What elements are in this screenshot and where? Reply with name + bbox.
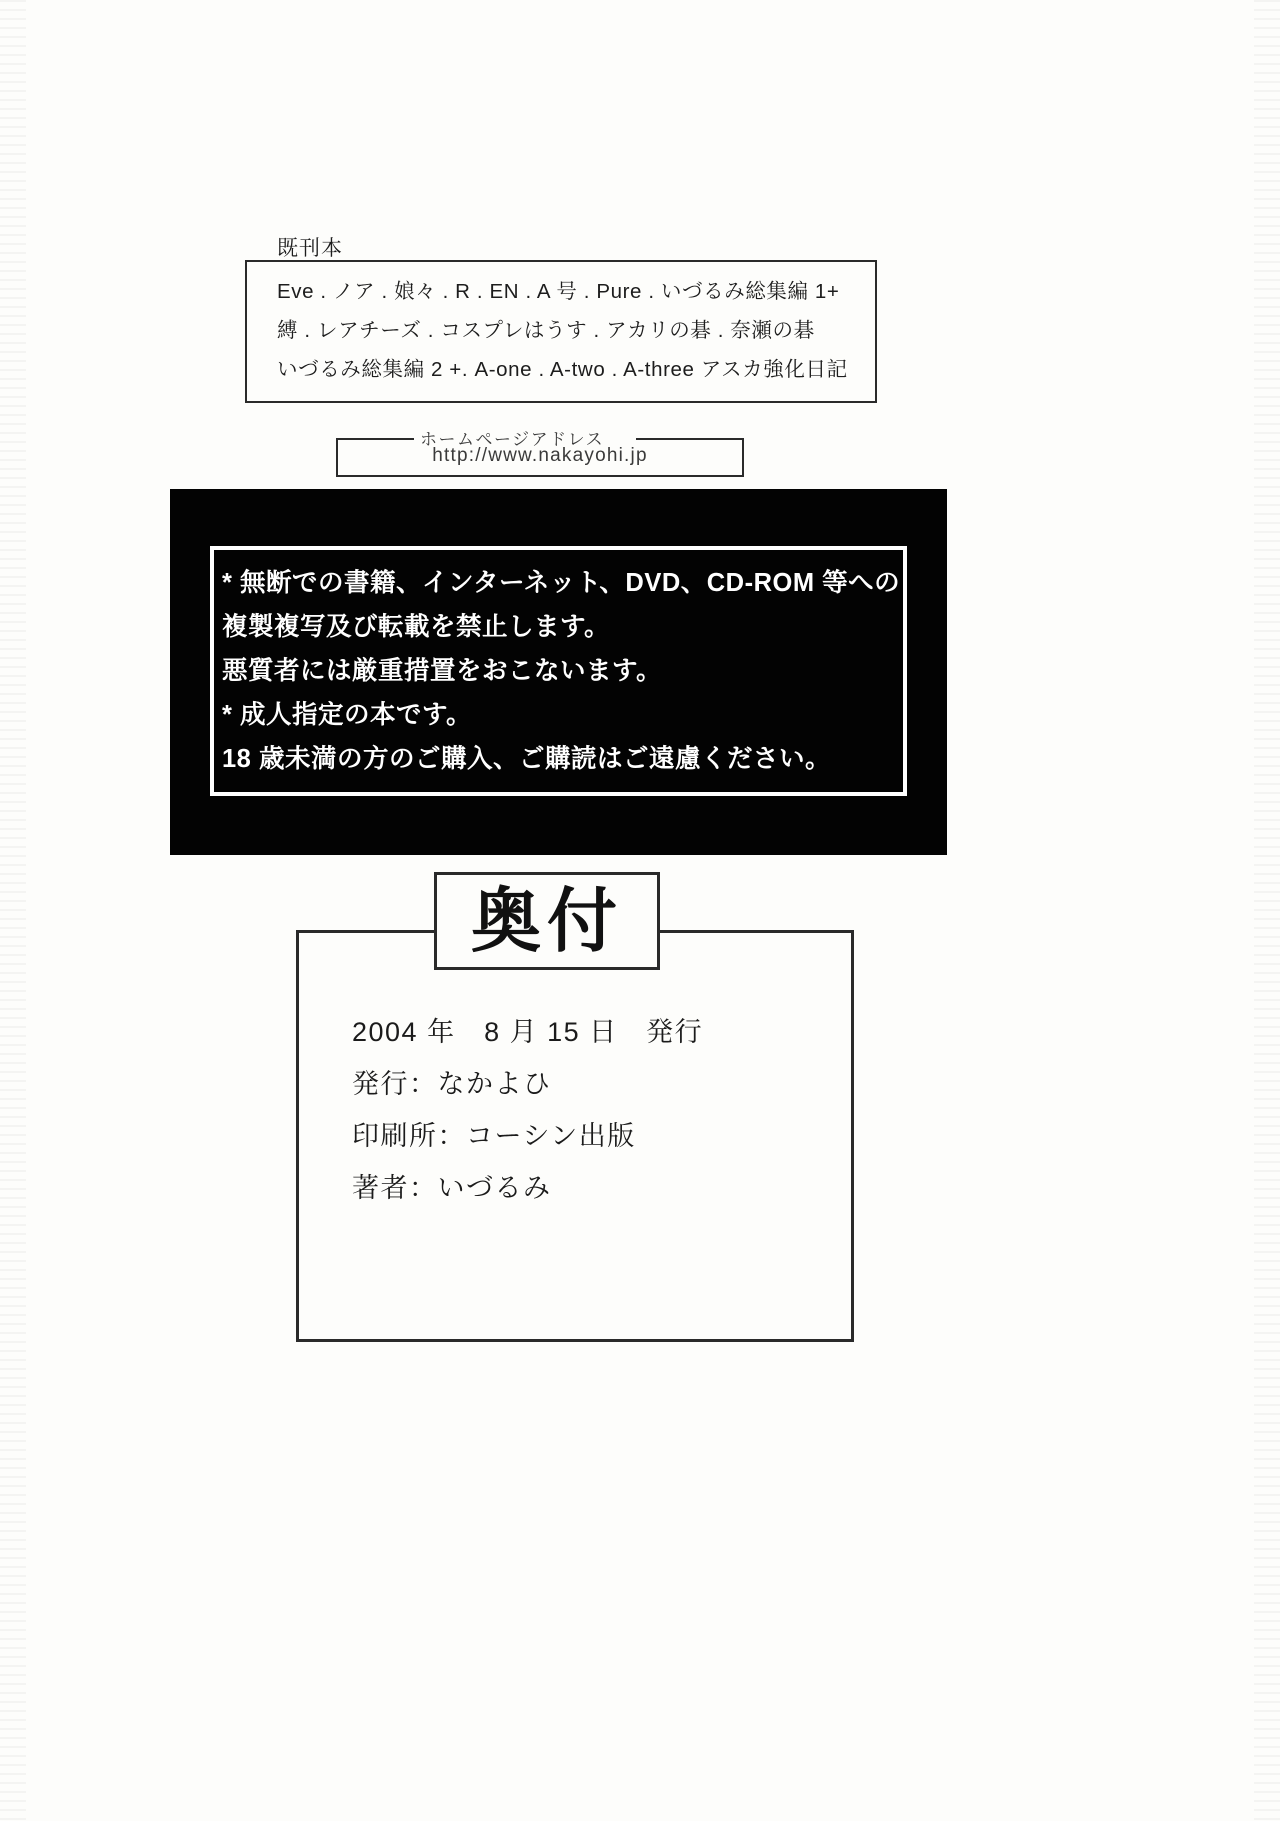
colophon-lines [352, 1006, 832, 1214]
backlist-line-1: Eve . ノア . 娘々 . R . EN . A 号 . Pure . いづるみ総集編 1+ [277, 280, 840, 303]
homepage-rule-right [636, 438, 744, 440]
notice-line-4: * 成人指定の本です。 [222, 701, 472, 729]
backlist-line-2: 縛 . レアチーズ . コスプレはうす . アカリの碁 . 奈瀬の碁 [277, 319, 815, 342]
homepage-url[interactable]: http://www.nakayohi.jp [432, 445, 648, 466]
homepage-address-block [336, 425, 744, 477]
notice-line-2: 複製複写及び転載を禁止します。 [222, 613, 610, 641]
colophon-title-box [434, 872, 660, 970]
homepage-border-bottom [336, 475, 744, 477]
scan-edge-left [0, 0, 26, 1821]
colophon-author: 著者：いづるみ [352, 1173, 552, 1203]
notice-line-5: 18 歳未満の方のご購入、ご購読はご遠慮ください。 [222, 745, 831, 773]
backlist-line-3: いづるみ総集編 2 +. A-one . A-two . A-three アスカ強化日記 [277, 358, 848, 381]
colophon-publisher: 発行：なかよひ [352, 1069, 552, 1099]
backlist-lines [277, 272, 877, 389]
homepage-label: ホームページアドレス [420, 430, 605, 449]
scan-edge-right [1254, 0, 1280, 1821]
colophon-publish-date: 2004 年 8 月 15 日 発行 [352, 1017, 704, 1047]
colophon-title: 奥付 [471, 880, 623, 962]
notice-line-1: * 無断での書籍、インターネット、DVD、CD-ROM 等への [222, 569, 901, 597]
notice-block [170, 489, 947, 855]
notice-line-3: 悪質者には厳重措置をおこないます。 [222, 657, 662, 685]
notice-lines [222, 561, 902, 781]
colophon-printer: 印刷所：コーシン出版 [352, 1121, 636, 1151]
homepage-rule-left [336, 438, 414, 440]
backlist-heading: 既刊本 [277, 237, 343, 260]
